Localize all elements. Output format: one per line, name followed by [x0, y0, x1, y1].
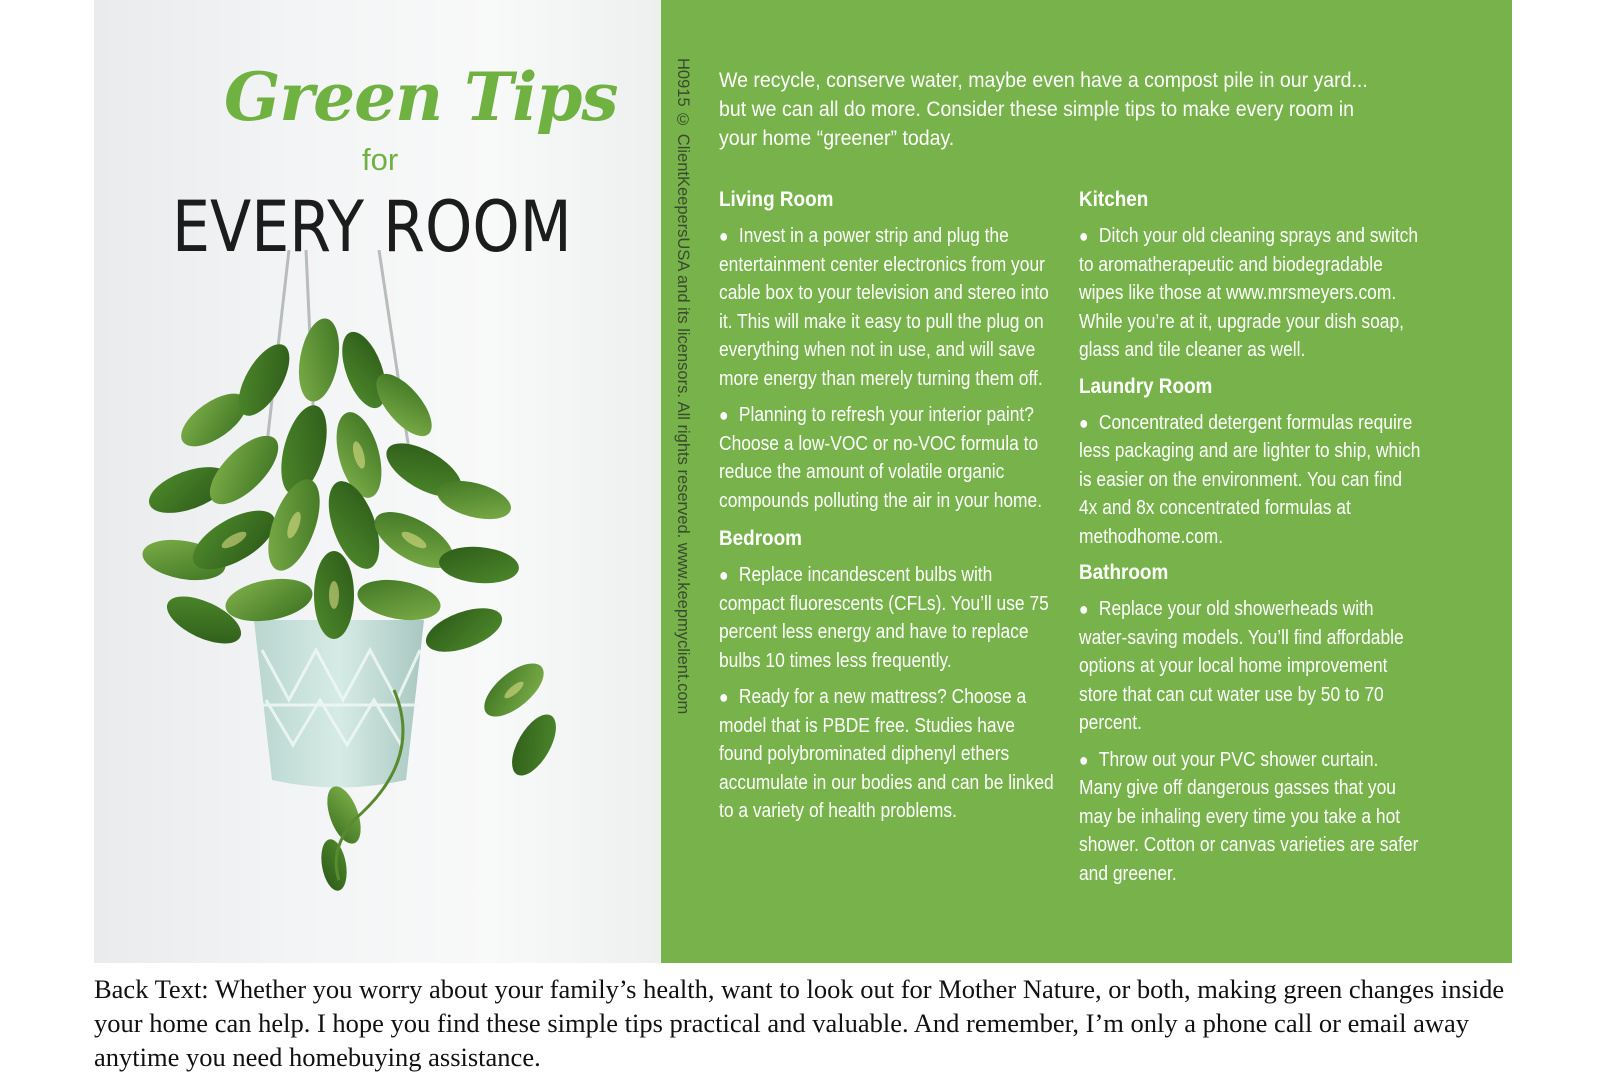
- section-living-room: [719, 186, 1079, 515]
- tips-column-right: [1079, 186, 1439, 896]
- bullet-icon: ●: [1079, 412, 1089, 433]
- tip-item: [1079, 595, 1423, 738]
- section-bedroom: [719, 525, 1079, 826]
- tip-item: [1079, 222, 1423, 365]
- bullet-icon: ●: [719, 687, 729, 707]
- bullet-icon: ●: [719, 226, 729, 246]
- tip-text: Concentrated detergent formulas require less packaging and are lighter to ship, which is easier on the environment. You can find 4x and 8x concentrated formulas at methodhome.com.: [1079, 411, 1421, 548]
- card-headline: [94, 0, 661, 280]
- section-heading: Living Room: [719, 188, 834, 211]
- section-laundry-room: [1079, 373, 1439, 552]
- section-heading: Kitchen: [1079, 188, 1149, 211]
- tip-text: Planning to refresh your interior paint? Choose a low-VOC or no-VOC formula to reduce the amount of volatile organic compounds polluting the air in your home.: [719, 404, 1043, 512]
- tip-text: Replace incandescent bulbs with compact fluorescents (CFLs). You’ll use 75 percent less energy and have to replace bulbs 10 times less frequently.: [719, 564, 1049, 672]
- tip-item: [1079, 409, 1423, 552]
- copyright-notice: [661, 58, 705, 818]
- bullet-icon: ●: [719, 565, 729, 585]
- bullet-icon: ●: [1079, 599, 1089, 619]
- tip-item: [719, 401, 1063, 515]
- title-for: for: [362, 142, 399, 177]
- title-every-room: EVERY ROOM: [172, 186, 572, 268]
- tips-panel: [661, 0, 1512, 963]
- tip-text: Throw out your PVC shower curtain. Many give off dangerous gasses that you may be inhaling every time you take a hot shower. Cotton or canvas varieties are safer and greener.: [1079, 748, 1419, 885]
- bullet-icon: ●: [1079, 226, 1089, 246]
- tips-column-left: [719, 186, 1079, 834]
- copyright-text: H0915 © ClientKeepersUSA and its licensors. All rights reserved. www.keepmyclient.com: [674, 58, 692, 715]
- script-title: Green Tips: [224, 58, 618, 136]
- tip-text: Replace your old showerheads with water-saving models. You’ll find affordable options at your local home improvement store that can cut water use by 50 to 70 percent.: [1079, 598, 1404, 734]
- section-bathroom: [1079, 559, 1439, 888]
- tip-text: Ditch your old cleaning sprays and switch to aromatherapeutic and biodegradable wipes like those at www.mrsmeyers.com. While you’re at it, upgrade your dish soap, glass and tile cleaner as well.: [1079, 225, 1419, 361]
- tip-item: [719, 222, 1063, 393]
- tip-text: Ready for a new mattress? Choose a model that is PBDE free. Studies have found polybrominated diphenyl ethers accumulate in our bodies and can be linked to a variety of health problems.: [719, 686, 1054, 822]
- tip-item: [1079, 746, 1423, 889]
- tip-item: [719, 683, 1063, 826]
- section-heading: Bedroom: [719, 527, 802, 550]
- section-heading: Laundry Room: [1079, 374, 1213, 398]
- bullet-icon: ●: [719, 405, 729, 425]
- section-kitchen: [1079, 186, 1439, 365]
- hanging-plant-image: [94, 250, 661, 963]
- section-heading: Bathroom: [1079, 561, 1169, 584]
- back-text: Back Text: Whether you worry about your family’s health, want to look out for Mother Nature, or both, making green changes inside your home can help. I hope you find these simple tips practical and valuable. And remember, I’m only a phone call or email away anytime you need homebuying assistance.: [94, 974, 1505, 1072]
- photo-panel: [94, 0, 661, 963]
- tip-text: Invest in a power strip and plug the entertainment center electronics from your cable box to your television and stereo into it. This will make it easy to pull the plug on everything when not in use, and will save more energy than merely turning them off.: [719, 225, 1049, 390]
- tip-item: [719, 561, 1063, 675]
- bullet-icon: ●: [1079, 749, 1089, 770]
- intro-paragraph: We recycle, conserve water, maybe even have a compost pile in our yard... but we can all do more. Consider these simple tips to make every room in your home “greener” today.: [719, 69, 1368, 150]
